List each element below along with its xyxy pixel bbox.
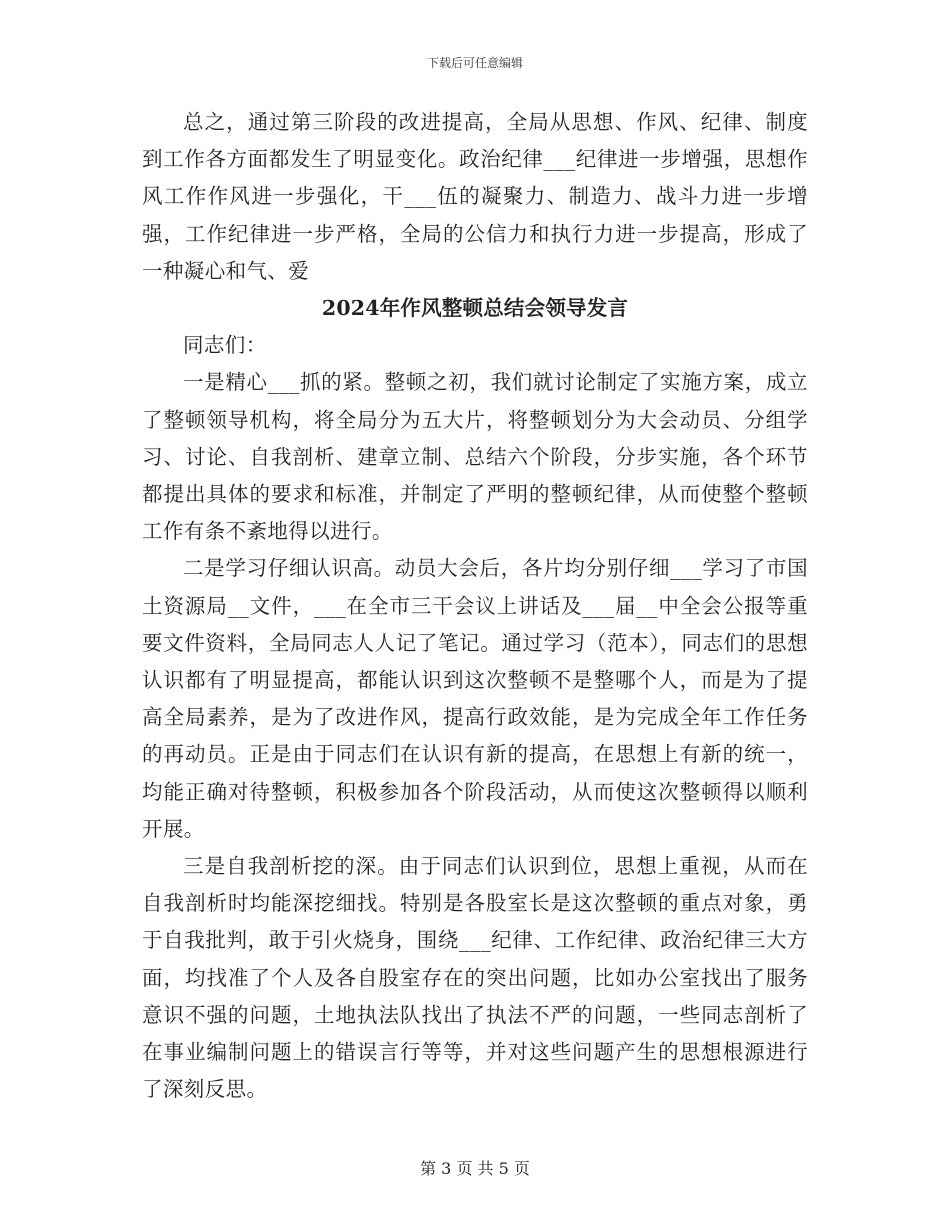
paragraph-point-one: 一是精心___抓的紧。整顿之初，我们就讨论制定了实施方案，成立了整顿领导机构，将全局分为五大片，将整顿划分为大会动员、分组学习、讨论、自我剖析、建章立制、总结六个阶段，分步实施，各个环节都提出具体的要求和标准，并制定了严明的整顿纪律，从而使整个整顿工作有条不紊地得以进行。 [142,370,808,544]
page-number: 第 3 页 共 5 页 [420,1159,530,1178]
document-body [142,104,808,1108]
paragraph-point-three: 三是自我剖析挖的深。由于同志们认识到位，思想上重视，从而在自我剖析时均能深挖细找。特别是各股室长是这次整顿的重点对象，勇于自我批判，敢于引火烧身，围绕___纪律、工作纪律、政治纪律三大方面，均找准了个人及各自股室存在的突出问题，比如办公室找出了服务意识不强的问题，土地执法队找出了执法不严的问题，一些同志剖析了在事业编制问题上的错误言行等等，并对这些问题产生的思想根源进行了深刻反思。 [142,854,808,1102]
page-header-note: 下载后可任意编辑 [426,56,523,70]
document-title: 2024年作风整顿总结会领导发言 [321,296,629,321]
paragraph-conclusion: 总之，通过第三阶段的改进提高，全局从思想、作风、纪律、制度到工作各方面都发生了明显变化。政治纪律___纪律进一步增强，思想作风工作作风进一步强化，干___伍的凝聚力、制造力、战斗力进一步增强，工作纪律进一步严格，全局的公信力和执行力进一步提高，形成了一种凝心和气、爱 [142,110,808,283]
paragraph-point-two: 二是学习仔细认识高。动员大会后，各片均分别仔细___学习了市国土资源局__文件，___在全市三干会议上讲话及___届__中全会公报等重要文件资料，全局同志人人记了笔记。通过学习（范本），同志们的思想认识都有了明显提高，都能认识到这次整顿不是整哪个人，而是为了提高全局素养，是为了改进作风，提高行政效能，是为完成全年工作任务的再动员。正是由于同志们在认识有新的提高，在思想上有新的统一，均能正确对待整顿，积极参加各个阶段活动，从而使这次整顿得以顺利开展。 [142,556,808,841]
salutation: 同志们： [183,333,267,358]
